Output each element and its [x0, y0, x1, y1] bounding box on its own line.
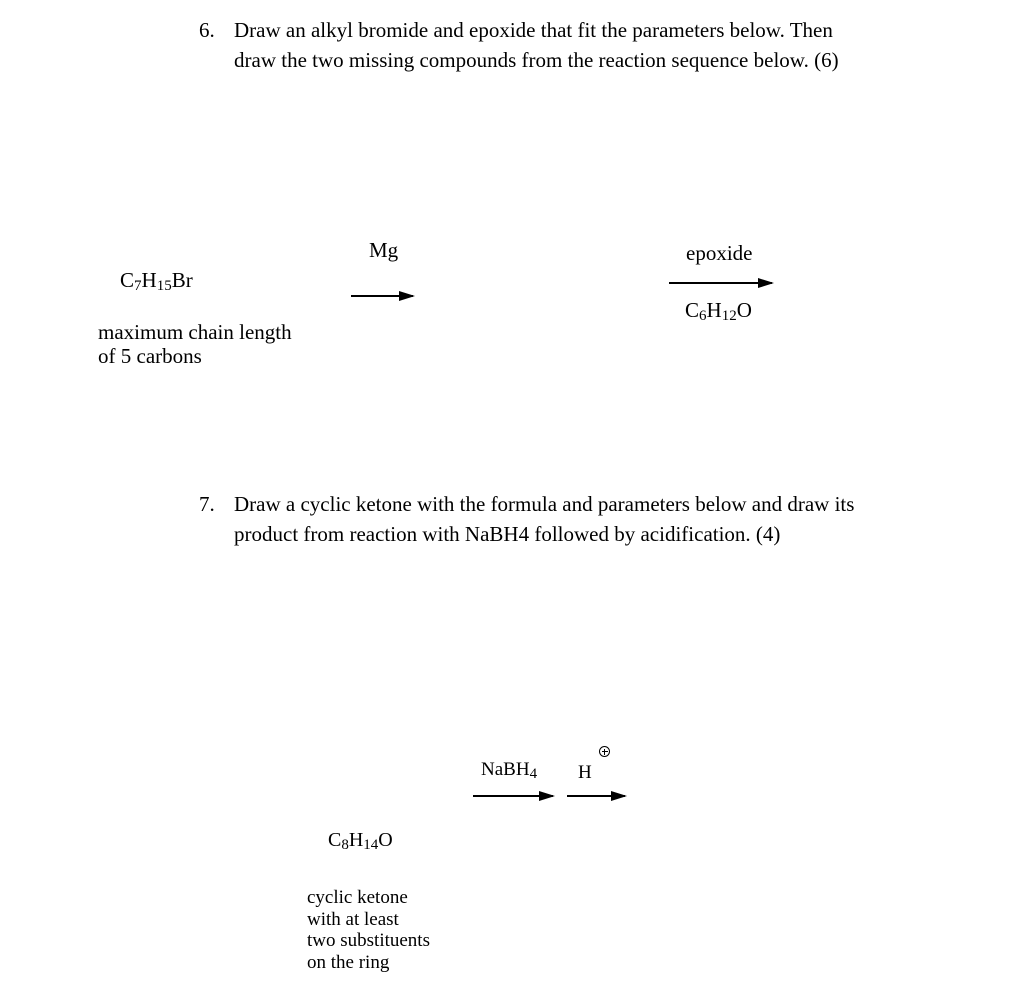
- q6-arrow-1: [351, 295, 413, 297]
- q6-epoxide-formula: $C_6H_{12}O$: [685, 298, 752, 324]
- q7-note-line-2: with at least: [307, 908, 399, 930]
- q6-start-note: [98, 320, 292, 368]
- q7-start-note: [307, 887, 430, 973]
- q6-reagent-epoxide: epoxide: [686, 241, 753, 265]
- question-7-number: 7.: [199, 492, 215, 516]
- q7-start-formula: $C_8H_{14}O$: [328, 829, 393, 853]
- q7-reagent-acid: H: [578, 762, 592, 783]
- q6-note-line-1: maximum chain length: [98, 320, 292, 344]
- question-6-number: 6.: [199, 18, 215, 42]
- question-7-line-2: product from reaction with NaBH4 followed by acidification. (4): [234, 522, 781, 546]
- question-7-text: [234, 489, 854, 549]
- q7-note-line-3: two substituents: [307, 930, 430, 951]
- question-6-line-2: draw the two missing compounds from the reaction sequence below. (6): [234, 48, 839, 72]
- q7-note-line-4: on the ring: [307, 951, 390, 973]
- q6-note-line-2: of 5 carbons: [98, 344, 202, 368]
- q6-arrow-2: [669, 282, 772, 284]
- positive-charge-icon: [599, 746, 610, 757]
- question-7-line-1: Draw a cyclic ketone with the formula and parameters below and draw its: [234, 492, 855, 516]
- q7-arrow-2: [567, 795, 625, 797]
- question-6-line-1: Draw an alkyl bromide and epoxide that fit the parameters below. Then: [234, 18, 833, 42]
- q7-arrow-1: [473, 795, 553, 797]
- q6-reagent-mg: Mg: [369, 238, 399, 262]
- q7-reagent-nabh4: NaBH$_4$: [481, 759, 538, 782]
- question-6-text: [234, 15, 839, 75]
- q6-start-formula: $C_7H_{15}Br$: [120, 268, 193, 294]
- q7-note-line-1: cyclic ketone: [307, 887, 408, 908]
